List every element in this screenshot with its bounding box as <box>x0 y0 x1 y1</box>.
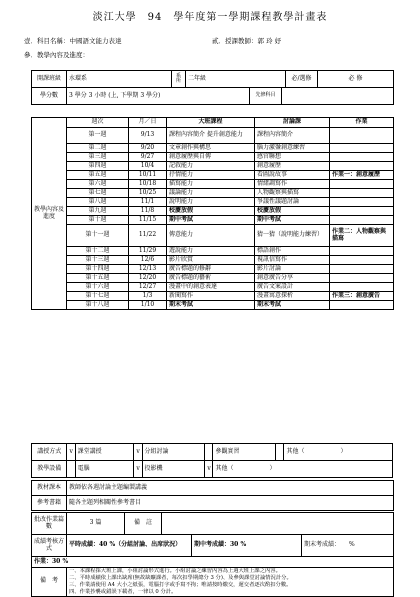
schedule-cell: 10/11 <box>129 171 167 180</box>
schedule-cell: 作業一：創意履歷 <box>330 171 394 180</box>
schedule-cell: 人物觀察與描寫 <box>255 189 330 198</box>
remarks-table <box>31 567 394 597</box>
schedule-cell: 12/20 <box>129 274 167 283</box>
schedule-row <box>32 144 394 153</box>
remark-line: 三、作業請使用 A4 大小之紙張，電腦打字或手寫不拘；唯請按時繳交，遲交者逐次酌扣分數。 <box>69 581 292 588</box>
prereq-label: 先修科目 <box>250 88 282 105</box>
schedule-cell: 12/13 <box>129 265 167 274</box>
schedule-cell: 第六週 <box>67 180 129 189</box>
schedule-cell: 第十週 <box>67 216 129 225</box>
schedule-cell: 12/6 <box>129 256 167 265</box>
schedule-cell: 11/22 <box>129 225 167 247</box>
schedule-cell: 11/15 <box>129 216 167 225</box>
grading-assignment: 作業：30 % <box>32 557 394 568</box>
schedule-cell <box>330 274 394 283</box>
schedule-cell: 校慶放假 <box>167 207 255 216</box>
method-check-3[interactable] <box>205 444 213 461</box>
equip-other: 其他（ ） <box>213 461 393 478</box>
header-table <box>31 70 394 88</box>
schedule-cell: 10/25 <box>129 189 167 198</box>
schedule-cell <box>330 180 394 189</box>
remark-line: 四、作業抄襲或錯誤下載者，一律以 0 分計。 <box>69 588 177 595</box>
schedule-cell: 描寫能力 <box>167 180 255 189</box>
equip-projector: 投影機 <box>142 461 205 478</box>
homework-count: 3 篇 <box>67 513 125 535</box>
schedule-row <box>32 180 394 189</box>
method-check-1[interactable]: v <box>67 444 75 461</box>
schedule-header-cell: 大班課程 <box>167 118 255 128</box>
schedule-cell: 課程內容簡介 提升創意能力 <box>167 128 255 144</box>
credit-label: 學分數 <box>32 88 67 105</box>
equip-computer: 電腦 <box>75 461 134 478</box>
schedule-cell: 作業二：人物觀察與描寫 <box>330 225 394 247</box>
equip-check-3[interactable]: v <box>205 461 213 478</box>
schedule-cell: 第二週 <box>67 144 129 153</box>
equipment-label: 教學設備 <box>32 461 67 478</box>
schedule-header-row <box>32 118 394 128</box>
schedule-cell: 記敘能力 <box>167 162 255 171</box>
schedule-cell: 第十七週 <box>67 292 129 301</box>
homework-label: 批改作業篇數 <box>32 513 67 535</box>
schedule-cell: 抒情能力 <box>167 171 255 180</box>
schedule-cell: 遊說能力 <box>167 247 255 256</box>
schedule-cell: 11/8 <box>129 207 167 216</box>
grading-label: 成績考核方式 <box>32 535 67 557</box>
schedule-cell <box>330 301 394 310</box>
textbook-label: 教材課本 <box>32 481 67 496</box>
method-lecture: 課堂講授 <box>75 444 134 461</box>
schedule-row <box>32 265 394 274</box>
homework-note-label: 備 註 <box>125 513 162 535</box>
schedule-cell: 第十四週 <box>67 265 129 274</box>
schedule-cell: 創意廣告分享 <box>255 274 330 283</box>
schedule-cell <box>330 128 394 144</box>
methods-table <box>31 443 393 478</box>
schedule-cell: 9/20 <box>129 144 167 153</box>
remarks-text <box>67 568 394 597</box>
schedule-cell: 第十六週 <box>67 283 129 292</box>
page-title: 淡江大學 94 學年度第一學期課程教學計畫表 <box>92 12 328 23</box>
schedule-cell: 影片討論 <box>255 265 330 274</box>
schedule-cell: 廣告文案設計 <box>255 283 330 292</box>
schedule-cell: 期中考試 <box>255 216 330 225</box>
schedule-cell: 第五週 <box>67 171 129 180</box>
schedule-cell: 視訊信寫作 <box>255 256 330 265</box>
schedule-row <box>32 198 394 207</box>
schedule-row <box>32 225 394 247</box>
schedule-cell: 作業三：創意廣告 <box>330 292 394 301</box>
schedule-cell <box>330 265 394 274</box>
schedule-cell: 第十八週 <box>67 301 129 310</box>
textbook-value: 教師依各週討論主題編製講義 <box>67 481 394 496</box>
schedule-cell: 文章創作與構思 <box>167 144 255 153</box>
schedule-row <box>32 207 394 216</box>
schedule-cell <box>330 256 394 265</box>
homework-note <box>162 513 394 535</box>
schedule-header-cell: 月／日 <box>129 118 167 128</box>
schedule-cell <box>330 247 394 256</box>
schedule-row <box>32 274 394 283</box>
schedule-header-cell: 討論課 <box>255 118 330 128</box>
schedule-cell: 腦力激盪創意練習 <box>255 144 330 153</box>
homework-table <box>31 512 394 535</box>
schedule-header-cell: 作業 <box>330 118 394 128</box>
schedule-row <box>32 128 394 144</box>
schedule-cell: 議論能力 <box>167 189 255 198</box>
schedule-cell: 9/27 <box>129 153 167 162</box>
remark-line: 二、平時成績依上課出缺席(無故缺曠課者，每次扣學期總分 3 分)、及參與課堂討論情況計分。 <box>69 574 292 581</box>
schedule-cell: 感官聯想 <box>255 153 330 162</box>
schedule-cell: 10/4 <box>129 162 167 171</box>
schedule-cell: 第四週 <box>67 162 129 171</box>
schedule-row <box>32 153 394 162</box>
schedule-cell: 影片欣賞 <box>167 256 255 265</box>
schedule-cell: 漫畫寓意探析 <box>255 292 330 301</box>
schedule-cell: 12/27 <box>129 283 167 292</box>
schedule-cell: 10/18 <box>129 180 167 189</box>
schedule-cell <box>330 162 394 171</box>
schedule-cell: 爭議性議題討論 <box>255 198 330 207</box>
req-value: 必 修 <box>318 71 394 88</box>
grading-regular: 平時成績：40 %（分組討論、出席狀況） <box>67 535 192 557</box>
schedule-cell: 第十一週 <box>67 225 129 247</box>
schedule-cell: 11/1 <box>129 198 167 207</box>
schedule-cell: 9/13 <box>129 128 167 144</box>
schedule-row <box>32 292 394 301</box>
schedule-row <box>32 189 394 198</box>
method-other: 其他（ ） <box>284 444 393 461</box>
method-discussion: 分組討論 <box>142 444 205 461</box>
year-label: 系所 <box>172 71 186 88</box>
schedule-cell: 期中考試 <box>167 216 255 225</box>
schedule-cell: 校慶放假 <box>255 207 330 216</box>
reference-value: 隨各主題列相關性參考書目 <box>67 496 394 511</box>
schedule-row <box>32 247 394 256</box>
schedule-row <box>32 162 394 171</box>
schedule-cell <box>330 153 394 162</box>
schedule-cell: 創意履歷 <box>255 162 330 171</box>
schedule-cell: 課程內容簡介 <box>255 128 330 144</box>
schedule-cell <box>330 207 394 216</box>
schedule-row <box>32 171 394 180</box>
class-label: 開課班級 <box>32 71 67 88</box>
schedule-cell <box>330 283 394 292</box>
year-value: 二年級 <box>186 71 286 88</box>
schedule-cell: 新聞寫作 <box>167 292 255 301</box>
schedule-cell: 廣告標題的藝術 <box>167 274 255 283</box>
course-name: 壹．科目名稱：中國語文能力表達 <box>24 37 122 45</box>
schedule-cell: 猜一猜（說明能力練習） <box>255 225 330 247</box>
schedule-row <box>32 256 394 265</box>
schedule-cell <box>330 216 394 225</box>
books-table <box>31 480 394 511</box>
schedule-cell: 期末考試 <box>255 301 330 310</box>
grading-final: 期末考成績： % <box>302 535 394 557</box>
schedule-cell: 標語創作 <box>255 247 330 256</box>
schedule-row <box>32 301 394 310</box>
schedule-cell <box>330 189 394 198</box>
schedule-cell: 說明能力 <box>167 198 255 207</box>
schedule-cell: 創意履歷與自傳 <box>167 153 255 162</box>
remarks-label: 備 考 <box>32 568 67 597</box>
schedule-cell: 第十二週 <box>67 247 129 256</box>
credit-value: 3 學分 3 小時 (上, 下學期 3 學分) <box>67 88 250 105</box>
schedule-cell: 期末考試 <box>167 301 255 310</box>
credit-table <box>31 87 394 105</box>
method-visit: 參觀實習 <box>213 444 276 461</box>
remark-line: 一、本課程採大班上課，小組討論形式進行。小組討論之練習內容為上週大班上課之內容。 <box>69 568 281 574</box>
req-label: 必/選修 <box>286 71 318 88</box>
grading-table <box>31 534 394 557</box>
method-check-2[interactable]: v <box>134 444 142 461</box>
schedule-cell: 第八週 <box>67 198 129 207</box>
schedule-cell: 廣告標題的修辭 <box>167 265 255 274</box>
schedule-table <box>31 117 394 310</box>
schedule-cell: 看圖說故事 <box>255 171 330 180</box>
schedule-cell <box>330 198 394 207</box>
schedule-cell: 漫畫中的創意表達 <box>167 283 255 292</box>
equip-check-1[interactable] <box>67 461 75 478</box>
schedule-cell: 第七週 <box>67 189 129 198</box>
schedule-row <box>32 283 394 292</box>
schedule-cell: 1/3 <box>129 292 167 301</box>
schedule-cell: 第九週 <box>67 207 129 216</box>
class-value: 水環系 <box>67 71 172 88</box>
schedule-cell <box>330 144 394 153</box>
methods-label: 講授方式 <box>32 444 67 461</box>
schedule-cell: 第一週 <box>67 128 129 144</box>
reference-label: 參考書籍 <box>32 496 67 511</box>
grading-midterm: 期中考成績：30 % <box>192 535 302 557</box>
schedule-cell: 第十五週 <box>67 274 129 283</box>
schedule-row-label: 教學內容及進度 <box>32 118 67 310</box>
schedule-cell: 第三週 <box>67 153 129 162</box>
schedule-row <box>32 216 394 225</box>
schedule-cell: 第十三週 <box>67 256 129 265</box>
prereq-value <box>282 88 394 105</box>
schedule-cell: 11/29 <box>129 247 167 256</box>
method-check-4[interactable] <box>276 444 284 461</box>
schedule-cell: 1/10 <box>129 301 167 310</box>
schedule-cell: 傳意能力 <box>167 225 255 247</box>
content-heading: 參．教學內容及進度： <box>24 51 89 59</box>
schedule-header-cell: 週次 <box>67 118 129 128</box>
equip-check-2[interactable]: v <box>134 461 142 478</box>
schedule-cell: 情緒調寫作 <box>255 180 330 189</box>
teacher-name: 貳．授課教師：郭 玲 妤 <box>212 37 282 45</box>
